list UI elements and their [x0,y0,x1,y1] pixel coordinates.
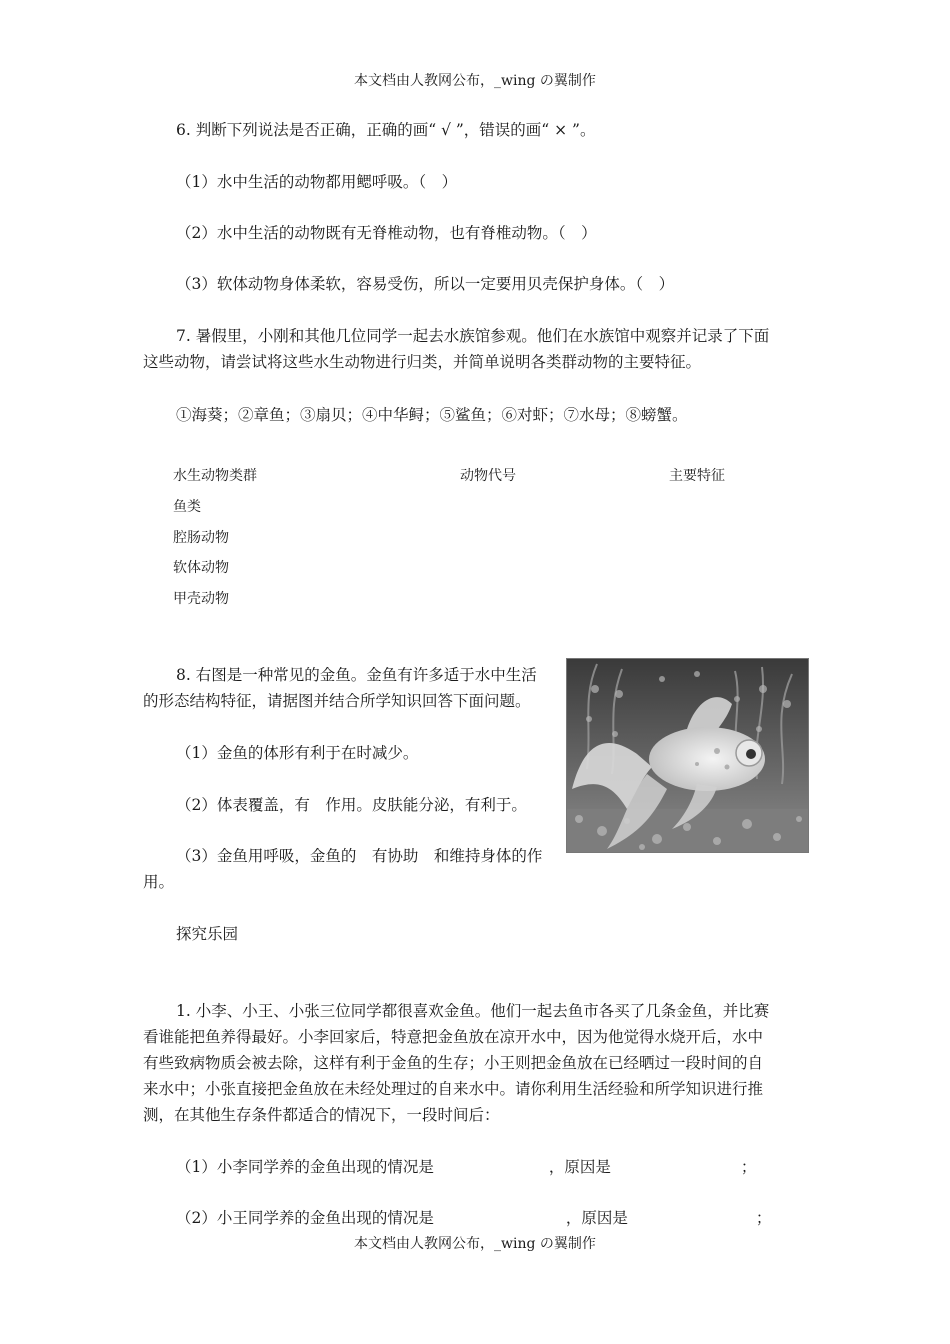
e1-item-2-text: （2）小王同学养的金鱼出现的情况是 [176,1209,434,1227]
e1-item-1-reason: ，原因是 [548,1158,611,1176]
q8-item-2: （2）体表覆盖，有 作用。皮肤能分泌，有利于。 [176,796,527,814]
q8-line-1: 8. 右图是一种常见的金鱼。金鱼有许多适于水中生活 [176,666,537,684]
q7-animals: ①海葵；②章鱼；③扇贝；④中华鲟；⑤鲨鱼；⑥对虾；⑦水母；⑧螃蟹。 [176,406,688,424]
e1-line-4: 来水中；小张直接把金鱼放在未经处理过的自来水中。请你利用生活经验和所学知识进行推 [143,1080,764,1098]
q8-item-3: （3）金鱼用呼吸，金鱼的 有协助 和维持身体的作 [176,847,543,865]
q8-item-3-cont: 用。 [143,873,175,891]
table-header-code: 动物代号 [460,468,516,484]
q8-line-2: 的形态结构特征，请据图并结合所学知识回答下面问题。 [143,692,531,710]
table-header-group: 水生动物类群 [173,468,257,484]
q7-line-2: 这些动物，请尝试将这些水生动物进行归类，并简单说明各类群动物的主要特征。 [143,353,702,371]
q8-item-1: （1）金鱼的体形有利于在时减少。 [176,744,419,762]
e1-line-2: 看谁能把鱼养得最好。小李回家后，特意把金鱼放在凉开水中，因为他觉得水烧开后，水中 [143,1028,764,1046]
e1-item-2-end: ； [755,1209,772,1227]
q6-item-3: （3）软体动物身体柔软，容易受伤，所以一定要用贝壳保护身体。（ ） [176,275,675,293]
table-row: 甲壳动物 [173,591,229,607]
table-row: 软体动物 [173,560,229,576]
e1-item-1 [176,1154,756,1180]
goldfish-photo [566,658,809,853]
q7-line-1: 7. 暑假里，小刚和其他几位同学一起去水族馆参观。他们在水族馆中观察并记录了下面 [176,327,770,345]
e1-line-3: 有些致病物质会被去除，这样有利于金鱼的生存；小王则把金鱼放在已经晒过一段时间的自 [143,1054,764,1072]
q6-item-1: （1）水中生活的动物都用鳃呼吸。（ ） [176,173,458,191]
page-footer: 本文档由人教网公布，_wing の翼制作 [354,1236,596,1252]
table-row: 腔肠动物 [173,530,229,546]
table-header-feature: 主要特征 [669,468,725,484]
e1-line-1: 1. 小李、小王、小张三位同学都很喜欢金鱼。他们一起去鱼市各买了几条金鱼，并比赛 [176,1002,770,1020]
e1-line-5: 测，在其他生存条件都适合的情况下，一段时间后： [143,1106,500,1124]
section-title: 探究乐园 [176,925,239,943]
e1-item-1-text: （1）小李同学养的金鱼出现的情况是 [176,1158,434,1176]
e1-item-2 [176,1205,771,1231]
q6-item-2: （2）水中生活的动物既有无脊椎动物，也有脊椎动物。（ ） [176,224,597,242]
q6-stem: 6. 判断下列说法是否正确，正确的画“ √ ”，错误的画“ × ”。 [176,121,596,139]
table-row: 鱼类 [173,499,201,515]
page-header: 本文档由人教网公布，_wing の翼制作 [354,73,596,89]
e1-item-2-reason: ，原因是 [565,1209,628,1227]
e1-item-1-end: ； [740,1158,757,1176]
